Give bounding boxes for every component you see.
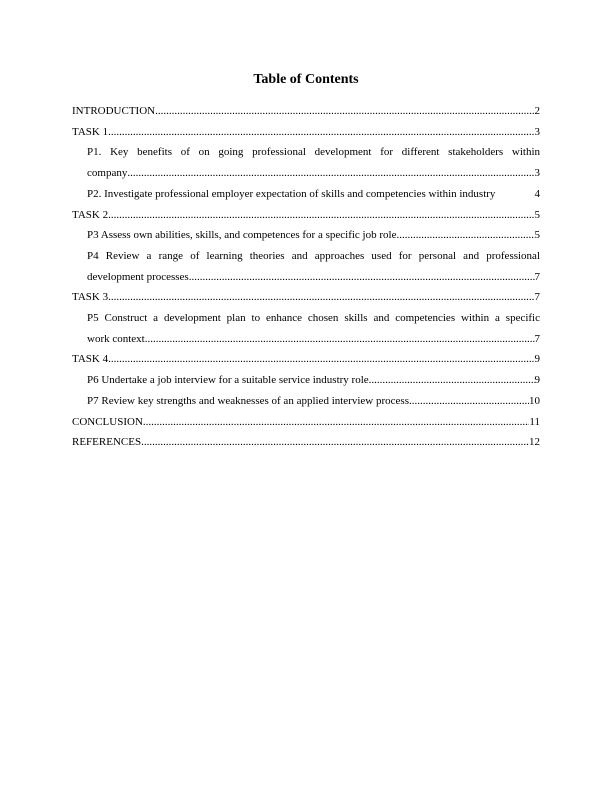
toc-list: [72, 101, 540, 453]
toc-entry-p5[interactable]: [72, 308, 540, 349]
toc-entry-page: 9: [534, 353, 540, 366]
toc-entry-p1[interactable]: [72, 142, 540, 183]
toc-entry-page: 9: [534, 374, 540, 387]
toc-entry-label: P6 Undertake a job interview for a suitable service industry role: [87, 374, 369, 387]
toc-entry-task-2[interactable]: [72, 205, 540, 226]
toc-entry-label: P7 Review key strengths and weaknesses of an applied interview process: [87, 394, 409, 407]
toc-entry-page: 3: [534, 125, 540, 138]
toc-entry-task-3[interactable]: [72, 287, 540, 308]
toc-entry-label: REFERENCES: [72, 436, 142, 449]
toc-entry-p3[interactable]: [72, 225, 540, 246]
toc-entry-page: 10: [529, 394, 540, 407]
toc-entry-page: 7: [534, 332, 540, 345]
toc-entry-introduction[interactable]: [72, 101, 540, 122]
toc-entry-p6[interactable]: [72, 370, 540, 391]
dot-leader: [108, 349, 534, 370]
toc-entry-references[interactable]: [72, 432, 540, 453]
dot-leader: [396, 225, 534, 246]
toc-entry-page: 12: [529, 436, 540, 449]
toc-entry-label: INTRODUCTION: [72, 105, 156, 117]
toc-entry-page: 7: [534, 291, 540, 304]
toc-entry-label: TASK 4: [72, 353, 109, 366]
toc-entry-label-line1: P5 Construct a development plan to enhance chosen skills and competencies within a specific: [87, 312, 540, 325]
toc-entry-p7[interactable]: [72, 391, 540, 412]
dot-leader: [127, 163, 534, 184]
toc-entry-page: 4: [534, 187, 540, 200]
dot-leader: [409, 391, 529, 412]
toc-entry-page: 5: [534, 229, 540, 242]
dot-leader: [189, 267, 535, 288]
toc-entry-label-line2: development processes: [87, 270, 189, 283]
toc-entry-label: P2. Investigate professional employer expectation of skills and competencies within industry: [87, 187, 496, 200]
toc-entry-label: TASK 1: [72, 125, 109, 138]
toc-entry-page: 11: [529, 415, 540, 428]
toc-entry-label-line2: company: [87, 167, 128, 180]
toc-entry-label-line1: P4 Review a range of learning theories and approaches used for personal and professional: [87, 249, 540, 262]
toc-entry-task-4[interactable]: [72, 349, 540, 370]
dot-leader: [145, 329, 535, 350]
toc-entry-page: 7: [534, 270, 540, 283]
dot-leader: [155, 101, 534, 122]
toc-entry-conclusion[interactable]: [72, 412, 540, 433]
toc-entry-label: TASK 3: [72, 291, 109, 304]
dot-leader: [108, 122, 534, 143]
toc-entry-page: 5: [534, 208, 540, 221]
dot-leader: [108, 205, 534, 226]
toc-entry-page: 3: [534, 167, 540, 180]
toc-entry-label: CONCLUSION: [72, 415, 143, 428]
toc-entry-p4[interactable]: [72, 246, 540, 287]
toc-entry-task-1[interactable]: [72, 122, 540, 143]
toc-title: Table of Contents: [253, 72, 359, 87]
toc-entry-label: P3 Assess own abilities, skills, and competences for a specific job role: [87, 229, 397, 242]
dot-leader: [369, 370, 535, 391]
dot-leader: [143, 412, 530, 433]
dot-leader: [141, 432, 529, 453]
toc-entry-p2[interactable]: [72, 184, 540, 205]
toc-entry-label: TASK 2: [72, 208, 109, 221]
dot-leader: [108, 287, 534, 308]
toc-entry-page: 2: [534, 105, 540, 117]
toc-entry-label-line1: P1. Key benefits of on going professional development for different stakeholders within: [87, 146, 540, 159]
toc-entry-label-line2: work context: [87, 332, 145, 345]
